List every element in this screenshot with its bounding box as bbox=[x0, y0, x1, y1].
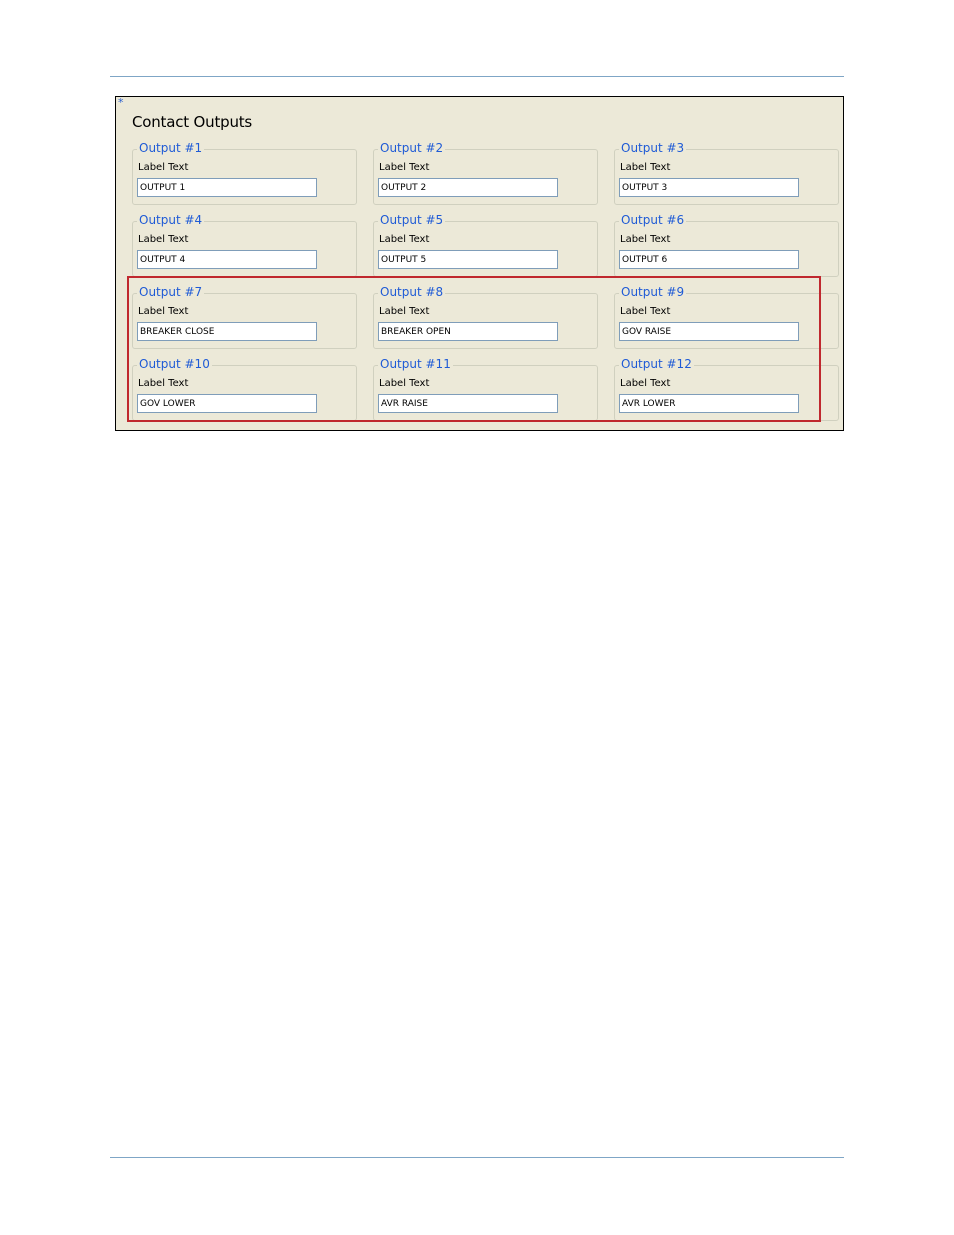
output-4-label-input[interactable] bbox=[137, 250, 317, 269]
output-title: Output #5 bbox=[380, 213, 444, 227]
output-title: Output #9 bbox=[621, 285, 685, 299]
contact-outputs-panel bbox=[115, 96, 844, 431]
label-text-caption: Label Text bbox=[138, 234, 189, 245]
output-2-label-input[interactable] bbox=[378, 178, 558, 197]
footer-rule bbox=[110, 1157, 844, 1158]
output-9-label-input[interactable] bbox=[619, 322, 799, 341]
output-group-7 bbox=[132, 285, 357, 349]
output-title: Output #1 bbox=[139, 141, 203, 155]
header-rule bbox=[110, 76, 844, 77]
label-text-caption: Label Text bbox=[379, 306, 430, 317]
label-text-caption: Label Text bbox=[379, 234, 430, 245]
label-text-caption: Label Text bbox=[620, 234, 671, 245]
output-title: Output #2 bbox=[380, 141, 444, 155]
output-title: Output #7 bbox=[139, 285, 203, 299]
output-3-label-input[interactable] bbox=[619, 178, 799, 197]
output-group-1 bbox=[132, 141, 357, 205]
output-6-label-input[interactable] bbox=[619, 250, 799, 269]
output-7-label-input[interactable] bbox=[137, 322, 317, 341]
label-text-caption: Label Text bbox=[138, 306, 189, 317]
modified-indicator: * bbox=[118, 96, 124, 109]
output-group-2 bbox=[373, 141, 598, 205]
output-group-11 bbox=[373, 357, 598, 421]
output-title: Output #11 bbox=[380, 357, 451, 371]
output-title: Output #4 bbox=[139, 213, 203, 227]
panel-title: Contact Outputs bbox=[132, 113, 253, 131]
output-5-label-input[interactable] bbox=[378, 250, 558, 269]
label-text-caption: Label Text bbox=[138, 162, 189, 173]
output-group-4 bbox=[132, 213, 357, 277]
label-text-caption: Label Text bbox=[620, 378, 671, 389]
output-8-label-input[interactable] bbox=[378, 322, 558, 341]
output-11-label-input[interactable] bbox=[378, 394, 558, 413]
output-title: Output #10 bbox=[139, 357, 210, 371]
output-title: Output #3 bbox=[621, 141, 685, 155]
output-title: Output #8 bbox=[380, 285, 444, 299]
output-group-12 bbox=[614, 357, 839, 421]
output-group-6 bbox=[614, 213, 839, 277]
label-text-caption: Label Text bbox=[620, 306, 671, 317]
output-title: Output #6 bbox=[621, 213, 685, 227]
label-text-caption: Label Text bbox=[620, 162, 671, 173]
output-12-label-input[interactable] bbox=[619, 394, 799, 413]
output-group-3 bbox=[614, 141, 839, 205]
label-text-caption: Label Text bbox=[379, 162, 430, 173]
output-title: Output #12 bbox=[621, 357, 692, 371]
output-group-10 bbox=[132, 357, 357, 421]
output-10-label-input[interactable] bbox=[137, 394, 317, 413]
output-group-5 bbox=[373, 213, 598, 277]
output-group-9 bbox=[614, 285, 839, 349]
label-text-caption: Label Text bbox=[138, 378, 189, 389]
label-text-caption: Label Text bbox=[379, 378, 430, 389]
output-1-label-input[interactable] bbox=[137, 178, 317, 197]
output-group-8 bbox=[373, 285, 598, 349]
